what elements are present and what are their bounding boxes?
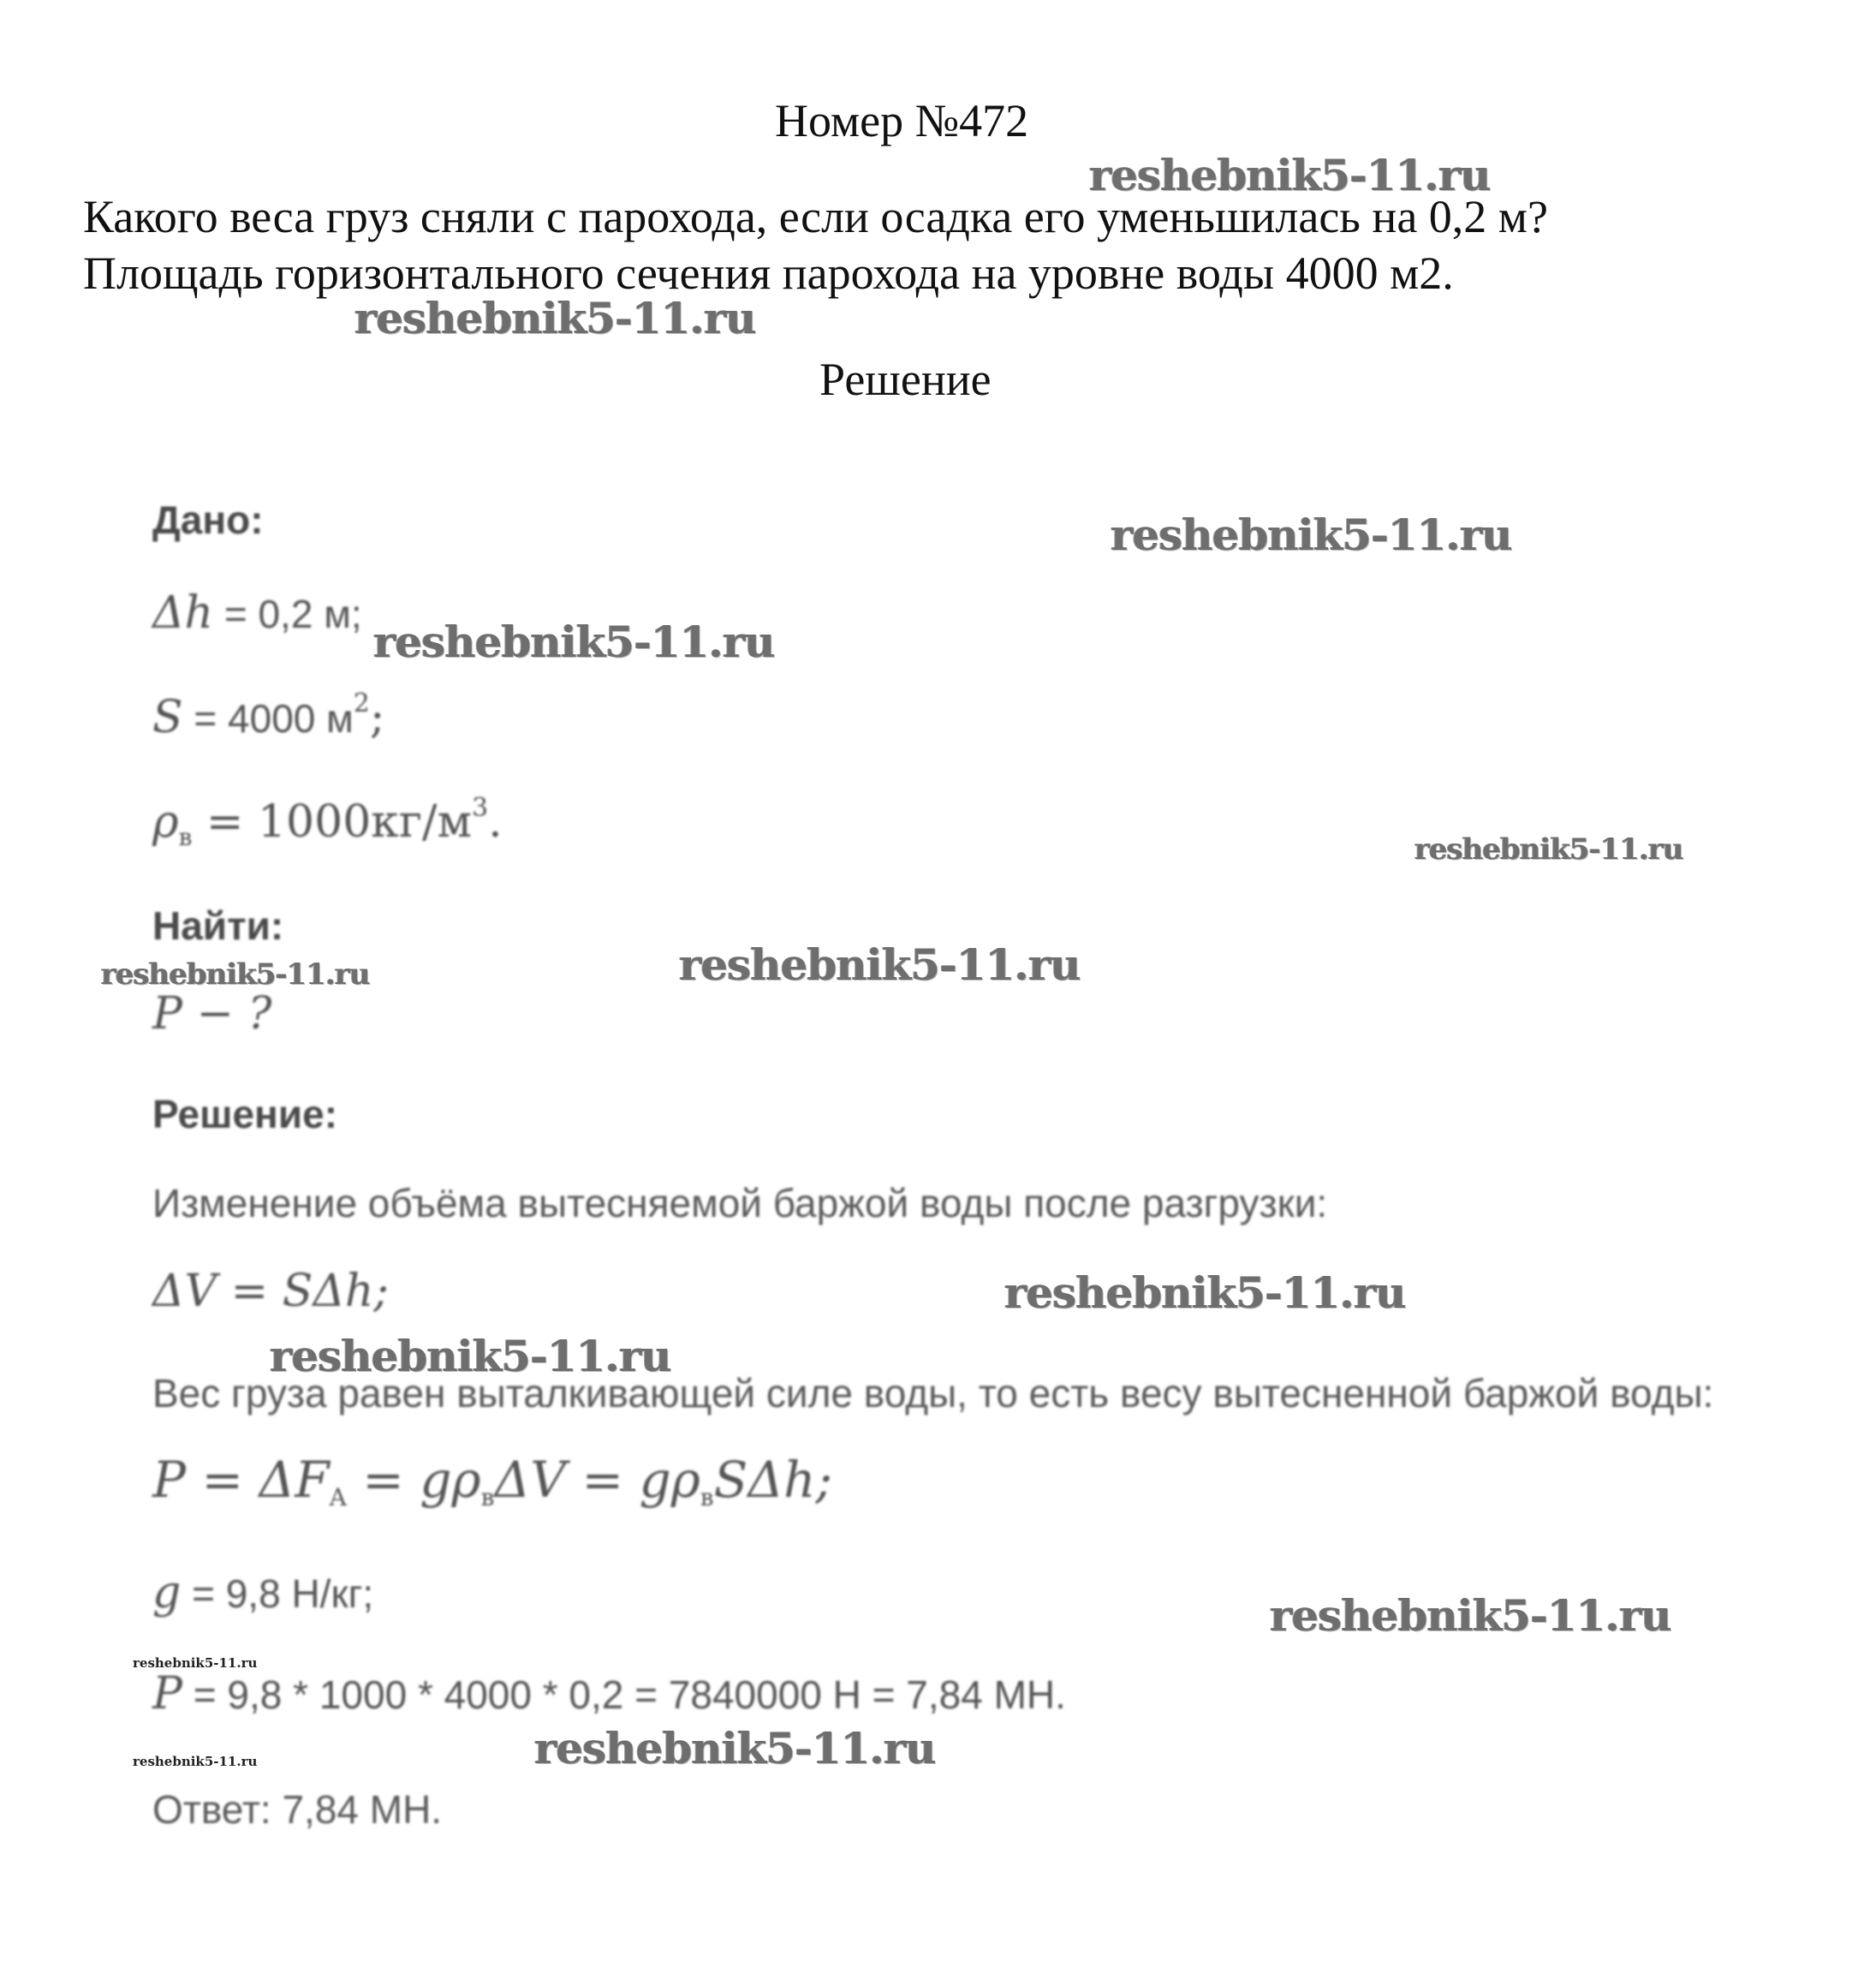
given-rho xyxy=(152,793,503,851)
watermark: reshebnik5-11.ru xyxy=(1111,510,1512,560)
solution-text-2: Вес груза равен выталкивающей силе воды, то есть весу вытесненной баржой воды: xyxy=(152,1371,1714,1416)
dh-symbol: Δh xyxy=(152,587,214,639)
p-symbol: P xyxy=(152,1668,182,1720)
g-symbol: g xyxy=(152,1567,182,1618)
question-line-2: Площадь горизонтального сечения парохода на уровне воды 4000 м2. xyxy=(83,247,1454,299)
solution-text-1: Изменение объёма вытесняемой баржой воды после разгрузки: xyxy=(152,1181,1328,1225)
watermark: reshebnik5-11.ru xyxy=(534,1723,936,1773)
p-value: = 9,8 * 1000 * 4000 * 0,2 = 7840000 Н = 7,84 МН. xyxy=(182,1672,1066,1717)
watermark: reshebnik5-11.ru xyxy=(679,939,1081,990)
g-value: = 9,8 Н/кг; xyxy=(181,1571,374,1616)
rho-subscript: в xyxy=(178,823,193,851)
eq2-part-d: SΔh; xyxy=(713,1451,833,1509)
rho-exponent: 3 xyxy=(472,793,489,823)
given-dh xyxy=(152,587,362,639)
eq2-sub-b: в xyxy=(480,1483,495,1511)
given-s xyxy=(152,688,385,743)
equation-1-text: ΔV = SΔh; xyxy=(152,1266,389,1317)
rho-value: = 1000кг/м xyxy=(192,796,473,848)
watermark: reshebnik5-11.ru xyxy=(1270,1590,1671,1641)
rho-end: . xyxy=(488,796,503,848)
page-title: Номер №472 xyxy=(775,95,1029,146)
given-label: Дано: xyxy=(152,498,264,542)
s-value: = 4000 м xyxy=(182,696,354,741)
watermark: reshebnik5-11.ru xyxy=(133,1655,258,1671)
equation-2 xyxy=(152,1451,832,1509)
eq2-part-b: = gρ xyxy=(346,1451,481,1509)
solution-heading: Решение xyxy=(819,354,992,405)
dh-value: = 0,2 м; xyxy=(213,592,362,636)
eq2-part-a: P = ΔF xyxy=(152,1451,330,1509)
find-expr-text: P − ? xyxy=(152,988,272,1040)
s-symbol: S xyxy=(152,692,183,743)
watermark: reshebnik5-11.ru xyxy=(1089,150,1491,200)
rho-symbol: ρ xyxy=(152,796,179,848)
g-value-line xyxy=(152,1567,373,1618)
watermark: reshebnik5-11.ru xyxy=(1414,832,1683,867)
solution-label: Решение: xyxy=(152,1092,338,1136)
watermark: reshebnik5-11.ru xyxy=(270,1331,671,1381)
watermark: reshebnik5-11.ru xyxy=(373,617,775,667)
question-line-1: Какого веса груз сняли с парохода, если осадка его уменьшилась на 0,2 м? xyxy=(83,191,1548,242)
eq2-part-c: ΔV = gρ xyxy=(494,1451,700,1509)
eq2-sub-c: в xyxy=(700,1483,714,1511)
find-expression xyxy=(152,988,272,1040)
watermark: reshebnik5-11.ru xyxy=(101,957,370,992)
s-exponent: 2 xyxy=(353,688,370,718)
watermark: reshebnik5-11.ru xyxy=(1004,1267,1406,1318)
p-calculation xyxy=(152,1668,1066,1720)
watermark: reshebnik5-11.ru xyxy=(133,1754,258,1769)
eq2-sub-a: A xyxy=(329,1483,347,1511)
watermark: reshebnik5-11.ru xyxy=(354,293,756,343)
answer-line: Ответ: 7,84 МН. xyxy=(152,1787,443,1832)
s-end: ; xyxy=(369,692,385,743)
find-label: Найти: xyxy=(152,903,284,948)
equation-1 xyxy=(152,1266,389,1317)
